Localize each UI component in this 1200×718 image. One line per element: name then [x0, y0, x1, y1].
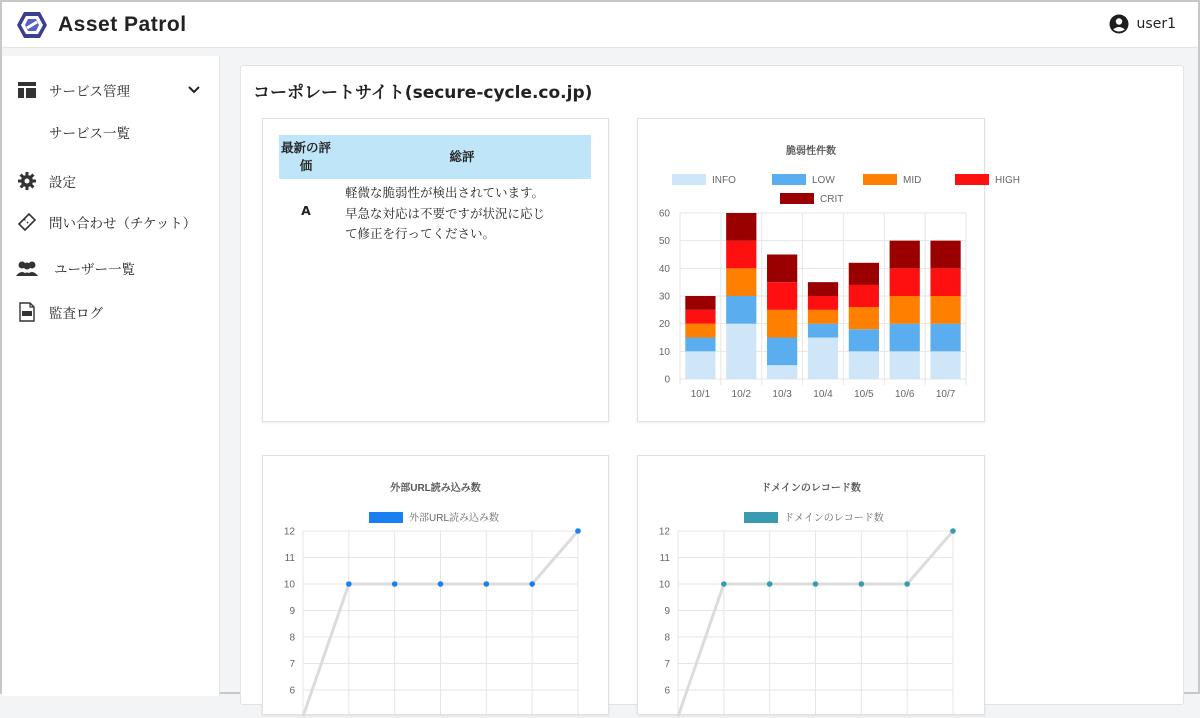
vulnerability-count-chart	[638, 119, 1020, 421]
data-point	[813, 581, 819, 587]
bar-segment	[930, 351, 960, 379]
page-title: コーポレートサイト(secure-cycle.co.jp)	[253, 83, 593, 103]
y-tick-label: 20	[658, 319, 670, 331]
bar-segment	[726, 268, 756, 296]
chart-title: 外部URL読み込み数	[390, 483, 481, 494]
bar-segment	[849, 263, 879, 285]
chevron-down-icon[interactable]	[188, 82, 200, 98]
users-icon	[17, 258, 37, 278]
x-tick-label: 10/7	[935, 389, 956, 400]
data-point	[346, 581, 352, 587]
legend-label: MID	[903, 175, 922, 186]
sidebar-item-tickets[interactable]	[2, 208, 220, 236]
x-tick-label: 10/5	[854, 389, 874, 400]
bar-segment	[849, 329, 879, 351]
bar-segment	[808, 296, 838, 310]
bar-segment	[685, 296, 715, 310]
app-title: Asset Patrol	[58, 13, 187, 36]
bar-segment	[930, 296, 960, 324]
bar-segment	[930, 241, 960, 269]
bar-segment	[890, 241, 920, 269]
data-point	[950, 528, 956, 534]
bar-segment	[726, 324, 756, 379]
y-tick-label: 30	[658, 291, 670, 303]
legend-swatch	[672, 174, 706, 185]
bar-segment	[808, 324, 838, 338]
bar-segment	[767, 338, 797, 366]
x-tick-label: 10/3	[772, 389, 792, 400]
bar-segment	[808, 338, 838, 380]
legend-label: INFO	[712, 175, 736, 186]
sidebar-item-service-management[interactable]	[2, 76, 220, 104]
y-tick-label: 0	[664, 374, 670, 386]
domain-record-chart-card	[637, 455, 985, 715]
sidebar-item-settings[interactable]	[2, 167, 220, 195]
y-tick-label: 8	[664, 632, 670, 644]
sidebar-item-audit-log[interactable]	[2, 298, 220, 326]
sidebar-item-label: サービス管理	[49, 84, 130, 100]
y-tick-label: 6	[664, 685, 670, 697]
top-bar	[2, 2, 1198, 48]
grade-value: A	[301, 203, 311, 218]
x-tick-label: 10/6	[894, 389, 915, 400]
legend-label: 外部URL読み込み数	[409, 513, 500, 524]
y-tick-label: 10	[658, 346, 670, 358]
sidebar-item-service-list[interactable]	[2, 118, 220, 146]
gear-icon	[17, 171, 37, 191]
y-tick-label: 9	[664, 606, 670, 617]
bar-segment	[930, 268, 960, 296]
data-point	[529, 581, 535, 587]
bar-segment	[726, 296, 756, 324]
bar-segment	[767, 282, 797, 310]
chart-title: 脆弱性件数	[786, 146, 836, 157]
legend-swatch	[780, 193, 814, 204]
sidebar-item-label: 設定	[49, 175, 76, 191]
summary-line: て修正を行ってください。	[345, 226, 496, 242]
legend-swatch	[955, 174, 989, 185]
y-tick-label: 10	[658, 579, 670, 591]
data-point	[575, 528, 581, 534]
y-tick-label: 11	[284, 553, 295, 564]
y-tick-label: 10	[283, 579, 295, 591]
data-point	[904, 581, 910, 587]
external-url-count-chart	[263, 456, 608, 714]
sidebar-item-label: 監査ログ	[49, 306, 103, 322]
y-tick-label: 50	[658, 236, 670, 248]
sidebar-item-label: 問い合わせ（チケット）	[49, 216, 197, 232]
y-tick-label: 60	[658, 208, 670, 220]
vulnerability-chart-card	[637, 118, 1020, 422]
bar-segment	[685, 338, 715, 352]
bar-segment	[890, 268, 920, 296]
y-tick-label: 7	[664, 659, 670, 670]
summary-line: 早急な対応は不要ですが状況に応じ	[345, 205, 546, 221]
legend-swatch	[772, 174, 806, 185]
x-tick-label: 10/2	[731, 389, 752, 400]
y-tick-label: 11	[659, 553, 670, 564]
legend-label: ドメインのレコード数	[784, 513, 884, 524]
bar-segment	[808, 282, 838, 296]
sidebar-item-label: ユーザー一覧	[54, 262, 135, 278]
y-tick-label: 12	[283, 526, 295, 538]
bar-segment	[767, 365, 797, 379]
external-url-chart-card	[262, 455, 609, 715]
user-menu[interactable]	[1109, 14, 1176, 34]
y-tick-label: 12	[658, 526, 670, 538]
y-tick-label: 6	[289, 685, 295, 697]
bar-segment	[849, 285, 879, 307]
asset-patrol-logo-icon	[16, 11, 48, 39]
sidebar-item-label: サービス一覧	[49, 126, 130, 142]
bar-segment	[808, 310, 838, 324]
ticket-icon	[17, 212, 37, 232]
legend-swatch	[369, 512, 403, 523]
y-tick-label: 8	[289, 632, 295, 644]
user-avatar-icon	[1109, 14, 1129, 34]
bar-segment	[890, 351, 920, 379]
username: user1	[1136, 16, 1176, 32]
data-point	[484, 581, 490, 587]
bar-segment	[849, 307, 879, 329]
bar-segment	[685, 351, 715, 379]
grade-header: 最新の評価	[279, 135, 333, 179]
bar-segment	[890, 324, 920, 352]
sidebar-item-users[interactable]	[2, 254, 220, 282]
main-panel	[240, 65, 1184, 705]
y-tick-label: 9	[289, 606, 295, 617]
legend-swatch	[744, 512, 778, 523]
evaluation-table	[279, 135, 591, 245]
data-point	[767, 581, 773, 587]
bar-segment	[685, 324, 715, 338]
legend-label: CRIT	[820, 194, 844, 205]
summary-header: 総評	[333, 135, 591, 179]
bar-segment	[849, 351, 879, 379]
bar-segment	[726, 213, 756, 241]
bar-segment	[767, 255, 797, 283]
evaluation-card	[262, 118, 609, 422]
y-tick-label: 40	[658, 263, 670, 275]
data-point	[392, 581, 398, 587]
y-tick-label: 7	[289, 659, 295, 670]
data-point	[721, 581, 727, 587]
legend-label: LOW	[812, 175, 835, 186]
x-tick-label: 10/1	[690, 389, 711, 400]
bar-segment	[767, 310, 797, 338]
legend-swatch	[863, 174, 897, 185]
domain-record-count-chart	[638, 456, 984, 714]
bar-segment	[726, 241, 756, 269]
bar-segment	[685, 310, 715, 324]
x-tick-label: 10/4	[813, 389, 833, 400]
data-point	[438, 581, 444, 587]
summary-line: 軽微な脆弱性が検出されています。	[345, 185, 545, 200]
chart-title: ドメインのレコード数	[761, 483, 861, 494]
log-file-icon	[17, 302, 37, 322]
bar-segment	[930, 324, 960, 352]
brand[interactable]	[16, 11, 187, 39]
bar-segment	[890, 296, 920, 324]
data-point	[859, 581, 865, 587]
sidebar	[2, 56, 220, 696]
legend-label: HIGH	[995, 175, 1020, 186]
dashboard-layout-icon	[17, 80, 37, 100]
